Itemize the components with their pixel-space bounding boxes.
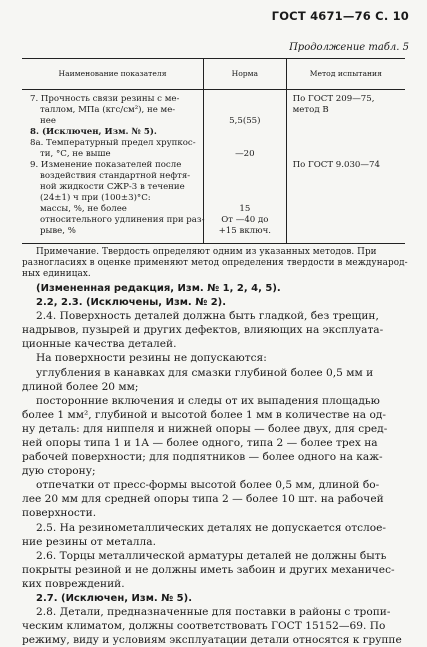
method-line: По ГОСТ 9.030—74 xyxy=(292,160,380,170)
indicator-line: 8а. Температурный предел хрупкос- xyxy=(30,138,196,148)
paragraph-line: лее 20 мм для средней опоры типа 2 — более 10 шт. на рабочей xyxy=(22,493,384,505)
indicator-line: ти, °С, не выше xyxy=(40,149,111,159)
indicator-line: 9. Изменение показателей после xyxy=(30,160,182,170)
column-header-method: Метод испытания xyxy=(286,59,405,89)
paragraph-line: поверхности. xyxy=(22,507,97,519)
paragraph-line: надрывов, пузырей и других дефектов, влияющих на эксплуата- xyxy=(22,324,384,336)
indicator-line: 7. Прочность связи резины с ме- xyxy=(30,94,180,104)
indicator-line: рыве, % xyxy=(40,226,76,236)
norm-value: +15 включ. xyxy=(218,226,272,236)
paragraph-line: 2.4. Поверхность деталей должна быть гладкой, без трещин, xyxy=(36,310,379,322)
paragraph-line: рабочей поверхности; для подпятников — более одного на каж- xyxy=(22,451,383,463)
method-line: метод В xyxy=(292,105,329,115)
paragraph-line: более 1 мм², глубиной и высотой более 1 мм в количестве на од- xyxy=(22,409,386,421)
paragraph-line: покрыты резиной и не должны иметь забоин и других механичес- xyxy=(22,564,395,576)
note-line: Примечание. Твердость определяют одним из указанных методов. При xyxy=(36,247,377,257)
amendment-note: (Измененная редакция, Изм. № 1, 2, 4, 5). xyxy=(36,283,281,294)
paragraph-line: 2.8. Детали, предназначенные для поставки в районы с тропи- xyxy=(36,606,391,618)
paragraph-line: ческим климатом, должны соответствовать ГОСТ 15152—69. По xyxy=(22,620,386,632)
table-continuation-caption: Продолжение табл. 5 xyxy=(289,42,409,53)
excluded-note: 2.2, 2.3. (Исключены, Изм. № 2). xyxy=(36,297,227,308)
paragraph-line: режиму, виду и условиям эксплуатации детали относятся к группе xyxy=(22,634,402,646)
paragraph-line: углубления в канавках для смазки глубиной более 0,5 мм и xyxy=(36,367,374,379)
paragraph-line: ких повреждений. xyxy=(22,578,125,590)
table-header-row xyxy=(22,59,405,90)
norm-value: 15 xyxy=(239,204,251,214)
paragraph-line: 2.6. Торцы металлической арматуры деталей не должны быть xyxy=(36,550,387,562)
paragraph-line: посторонние включения и следы от их выпадения площадью xyxy=(36,395,380,407)
paragraph-line: На поверхности резины не допускаются: xyxy=(36,352,267,364)
paragraph-line: отпечатки от пресс-формы высотой более 0,5 мм, длиной бо- xyxy=(36,479,380,491)
paragraph-line: 2.5. На резинометаллических деталях не допускается отслое- xyxy=(36,522,386,534)
note-line: ных единицах. xyxy=(22,269,91,279)
indicator-line: 8. (Исключен, Изм. № 5). xyxy=(30,127,157,137)
indicator-column xyxy=(22,90,203,243)
indicator-line: (24±1) ч при (100±3)°С: xyxy=(40,193,151,203)
indicator-line: воздействия стандартной нефтя- xyxy=(40,171,191,181)
table-body xyxy=(22,90,405,243)
indicator-line: относительного удлинения при раз- xyxy=(40,215,205,225)
specification-table xyxy=(22,58,405,244)
method-line: По ГОСТ 209—75, xyxy=(292,94,375,104)
paragraph-line: длиной более 20 мм; xyxy=(22,381,139,393)
paragraph-line: дую сторону; xyxy=(22,465,96,477)
indicator-line: ной жидкости СЖР-3 в течение xyxy=(40,182,185,192)
norm-column xyxy=(203,90,286,243)
indicator-line: таллом, МПа (кгс/см²), не ме- xyxy=(40,105,176,115)
norm-value: От —40 до xyxy=(221,215,269,225)
paragraph-line: ней опоры типа 1 и 1А — более одного, типа 2 — более трех на xyxy=(22,437,378,449)
column-header-norm: Норма xyxy=(203,59,286,89)
note-line: разногласиях в оценке применяют метод определения твердости в международ- xyxy=(22,258,408,268)
excluded-note: 2.7. (Исключен, Изм. № 5). xyxy=(36,593,193,604)
column-header-indicator: Наименование показателя xyxy=(58,68,167,78)
method-column xyxy=(286,90,405,243)
paragraph-line: ну деталь: для ниппеля и нижней опоры — более двух, для сред- xyxy=(22,423,388,435)
page-header: ГОСТ 4671—76 С. 10 xyxy=(271,9,409,23)
paragraph-line: ционные качества деталей. xyxy=(22,338,177,350)
norm-value: —20 xyxy=(235,149,255,159)
paragraph-line: ние резины от металла. xyxy=(22,536,156,548)
indicator-line: нее xyxy=(40,116,56,126)
norm-value: 5,5(55) xyxy=(229,116,261,126)
indicator-line: массы, %, не более xyxy=(40,204,127,214)
